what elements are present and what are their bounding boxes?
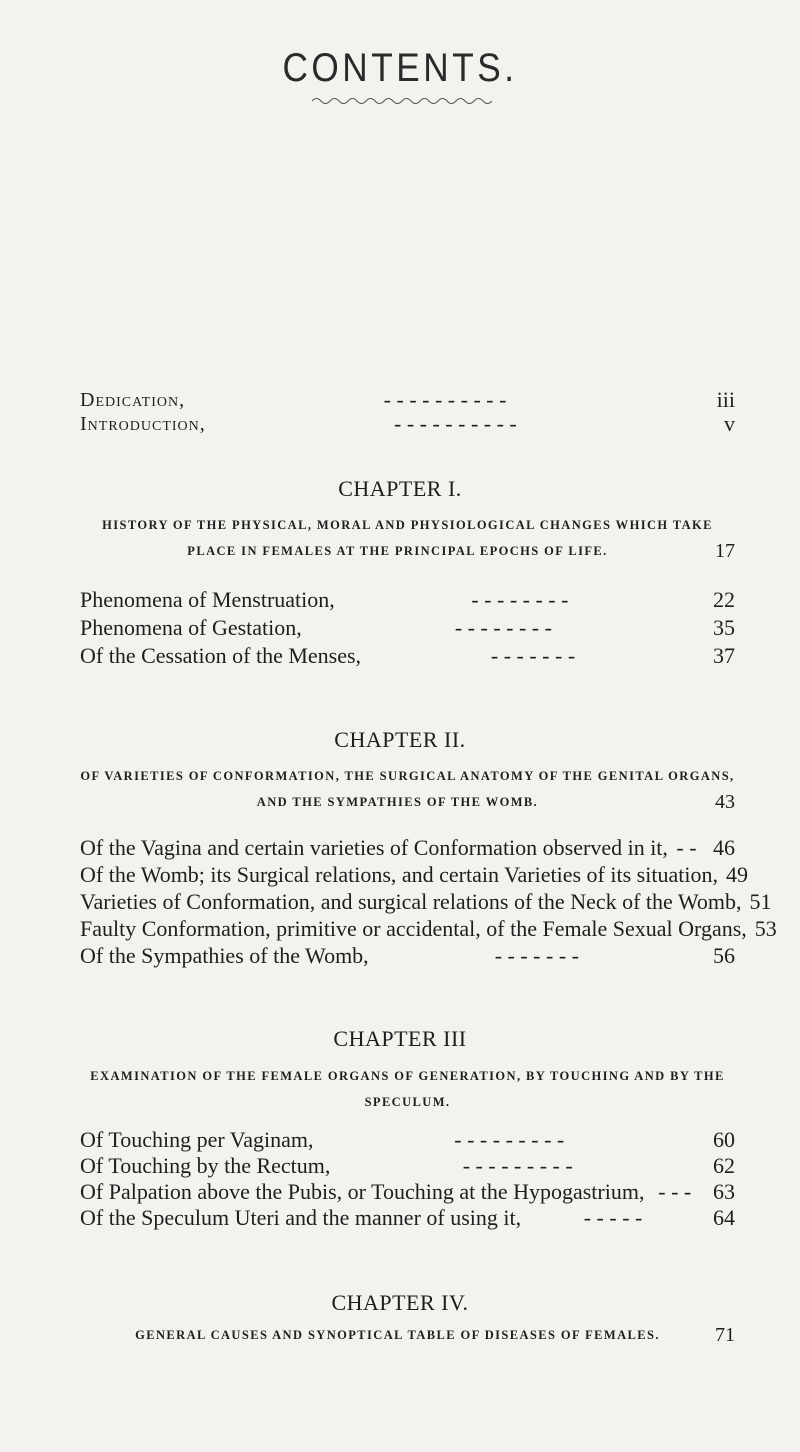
entry-page: 35 bbox=[713, 615, 735, 640]
entry-page: v bbox=[724, 411, 735, 436]
leader-dots: - - - - - - - bbox=[490, 643, 576, 668]
wavy-rule bbox=[312, 96, 492, 106]
subtitle-line: OF VARIETIES OF CONFORMATION, THE SURGICAL ANATOMY OF THE GENITAL ORGANS, bbox=[80, 769, 735, 783]
leader-dots: - - bbox=[676, 835, 697, 860]
entry-page: 53 bbox=[754, 916, 777, 941]
leader-dots: - - - - - - - - - bbox=[454, 1127, 565, 1152]
chapter-heading: CHAPTER II. bbox=[334, 727, 466, 752]
subtitle-line: PLACE IN FEMALES AT THE PRINCIPAL EPOCHS OF LIFE. bbox=[187, 544, 608, 558]
leader-dots: - - - - - bbox=[583, 1205, 643, 1230]
entry-label: Of the Vagina and certain varieties of Conformation observed in it, bbox=[80, 835, 668, 860]
leader-dots: - - - - - - - - - bbox=[462, 1153, 573, 1178]
entry-page: iii bbox=[716, 387, 735, 412]
entry-page: 62 bbox=[713, 1153, 735, 1178]
entry-label: Varieties of Conformation, and surgical relations of the Neck of the Womb, bbox=[80, 889, 742, 914]
toc-entry bbox=[80, 614, 735, 642]
entry-label: Dedication, bbox=[80, 389, 186, 411]
entry-page: 22 bbox=[713, 587, 735, 612]
leader-dots: - - - - - - - - bbox=[454, 615, 552, 640]
entry-page: 37 bbox=[713, 643, 735, 668]
subtitle-line: SPECULUM. bbox=[364, 1095, 451, 1109]
chapter-heading: CHAPTER III bbox=[333, 1026, 467, 1051]
entry-label: Of Palpation above the Pubis, or Touching at the Hypogastrium, bbox=[80, 1179, 645, 1204]
entry-page: 56 bbox=[713, 943, 735, 968]
toc-entry bbox=[80, 586, 735, 614]
leader-dots: - - - - - - - - bbox=[471, 587, 569, 612]
leader-dots: - - - - - - - bbox=[494, 943, 579, 968]
subtitle-line: HISTORY OF THE PHYSICAL, MORAL AND PHYSIOLOGICAL CHANGES WHICH TAKE bbox=[102, 518, 713, 532]
entry-label: Introduction, bbox=[80, 413, 206, 435]
entry-page: 49 bbox=[725, 862, 748, 887]
toc-entry bbox=[80, 942, 735, 970]
toc-entry-introduction bbox=[80, 410, 735, 438]
entry-page: 64 bbox=[713, 1205, 735, 1230]
toc-entry bbox=[80, 861, 748, 889]
toc-entry bbox=[80, 1126, 735, 1154]
entry-page: 51 bbox=[749, 889, 772, 914]
subtitle-line: EXAMINATION OF THE FEMALE ORGANS OF GENERATION, BY TOUCHING AND BY THE bbox=[90, 1069, 725, 1083]
entry-label: Of Touching by the Rectum, bbox=[80, 1153, 331, 1178]
leader-dots: - - - bbox=[658, 1179, 692, 1204]
toc-entry bbox=[80, 888, 772, 916]
entry-label: Phenomena of Gestation, bbox=[80, 615, 302, 640]
chapter-subtitle bbox=[80, 1322, 735, 1348]
leader-dots: - - - - - - - - - - bbox=[394, 411, 517, 436]
chapter-heading: CHAPTER I. bbox=[338, 476, 462, 501]
entry-label: Faulty Conformation, primitive or accidental, of the Female Sexual Organs, bbox=[80, 916, 747, 941]
subtitle-page: 17 bbox=[715, 540, 735, 562]
chapter-subtitle bbox=[80, 763, 735, 815]
toc-entry bbox=[80, 1204, 735, 1232]
page-title: CONTENTS. bbox=[282, 46, 518, 90]
chapter-subtitle bbox=[80, 1063, 735, 1115]
toc-entry bbox=[80, 915, 777, 943]
entry-label: Of the Speculum Uteri and the manner of using it, bbox=[80, 1205, 522, 1230]
subtitle-line: AND THE SYMPATHIES OF THE WOMB. bbox=[256, 795, 539, 809]
toc-entry bbox=[80, 834, 735, 862]
chapter-subtitle bbox=[80, 512, 735, 564]
subtitle-page: 71 bbox=[715, 1324, 735, 1346]
toc-entry bbox=[80, 1178, 735, 1206]
chapter-heading: CHAPTER IV. bbox=[331, 1290, 469, 1315]
toc-entry bbox=[80, 1152, 735, 1180]
entry-label: Of the Sympathies of the Womb, bbox=[80, 943, 369, 968]
leader-dots: - - - - - - - - - - bbox=[383, 387, 507, 412]
subtitle-page: 43 bbox=[715, 791, 735, 813]
entry-label: Of the Cessation of the Menses, bbox=[80, 643, 362, 668]
entry-label: Of the Womb; its Surgical relations, and certain Varieties of its situation, bbox=[80, 862, 718, 887]
entry-page: 63 bbox=[713, 1179, 735, 1204]
toc-entry bbox=[80, 642, 735, 670]
entry-label: Of Touching per Vaginam, bbox=[80, 1127, 314, 1152]
entry-page: 46 bbox=[713, 835, 735, 860]
subtitle-line: GENERAL CAUSES AND SYNOPTICAL TABLE OF DISEASES OF FEMALES. bbox=[135, 1328, 660, 1342]
entry-page: 60 bbox=[713, 1127, 735, 1152]
entry-label: Phenomena of Menstruation, bbox=[80, 587, 335, 612]
